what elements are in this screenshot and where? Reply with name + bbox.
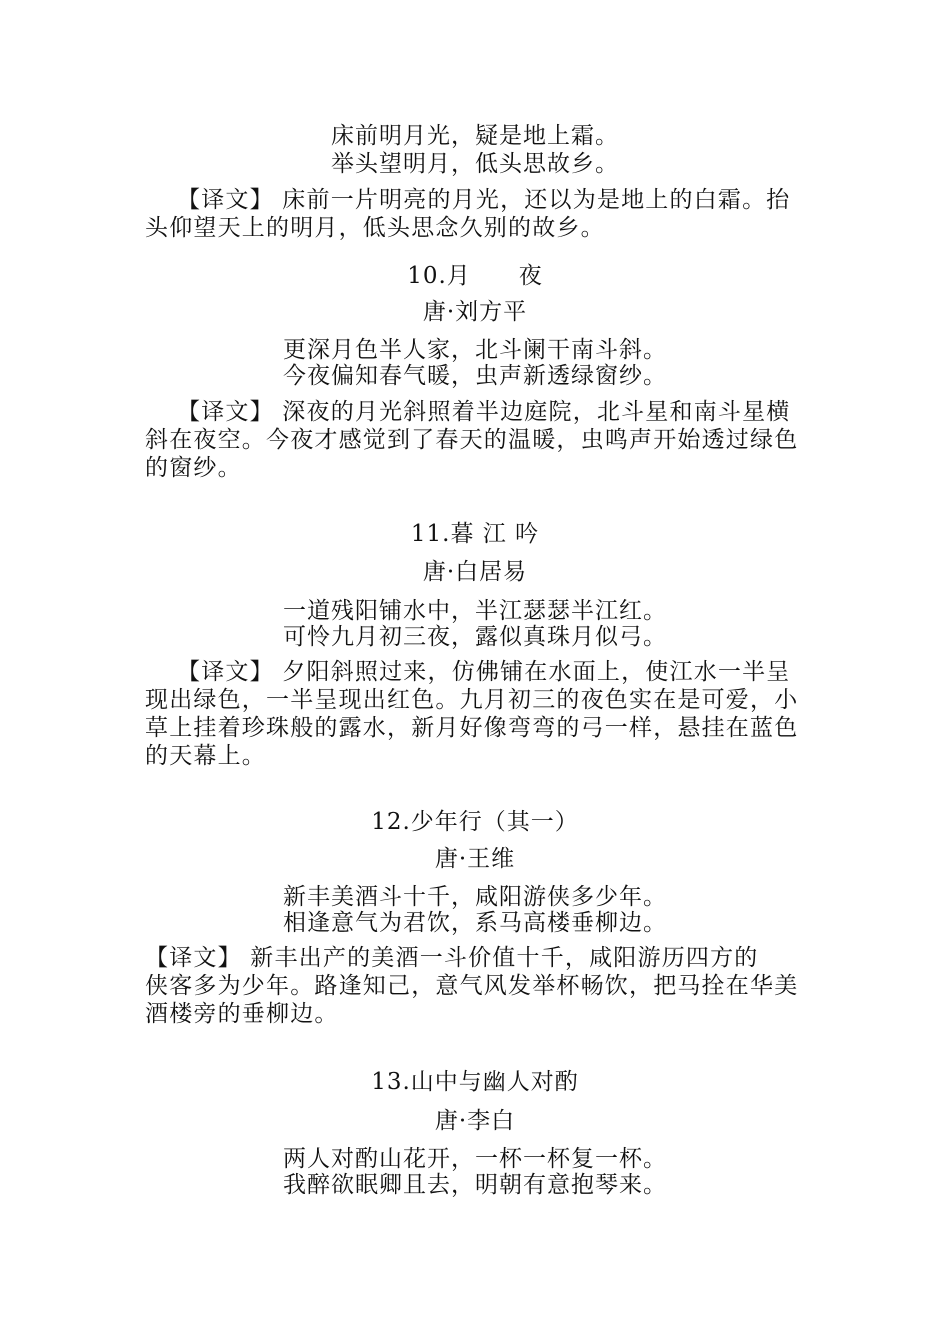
poem-line: 一道残阳铺水中，半江瑟瑟半江红。 — [283, 598, 667, 624]
poem-line: 举头望明月，低头思故乡。 — [331, 151, 619, 177]
poem-title: 11.暮 江 吟 — [410, 521, 540, 547]
translation-first-line: 【译文】 新丰出产的美酒一斗价值十千，咸阳游历四方的 — [145, 945, 759, 971]
translation-rest: 侠客多为少年。路逢知己，意气风发举杯畅饮，把马拴在华美酒楼旁的垂柳边。 — [145, 973, 799, 1027]
poem-line: 可怜九月初三夜，露似真珠月似弓。 — [283, 624, 667, 650]
poem-author: 唐·刘方平 — [422, 299, 528, 325]
poem-author: 唐·李白 — [434, 1108, 516, 1134]
poem-author: 唐·白居易 — [422, 559, 528, 585]
poem-line: 我醉欲眠卿且去，明朝有意抱琴来。 — [283, 1172, 667, 1198]
poem-line: 新丰美酒斗十千，咸阳游侠多少年。 — [283, 884, 667, 910]
translation-paragraph: 【译文】 夕阳斜照过来，仿佛铺在水面上，使江水一半呈现出绿色，一半呈现出红色。九月初三的夜色实在是可爱，小草上挂着珍珠般的露水，新月好像弯弯的弓一样，悬挂在蓝色的天幕上。 — [145, 659, 799, 769]
poem-title: 12.少年行（其一） — [371, 809, 579, 835]
translation-paragraph — [145, 944, 810, 1028]
poem-line: 相逢意气为君饮，系马高楼垂柳边。 — [283, 910, 667, 936]
poem-line: 今夜偏知春气暖，虫声新透绿窗纱。 — [283, 363, 667, 389]
poem-line: 两人对酌山花开，一杯一杯复一杯。 — [283, 1146, 667, 1172]
poem-title: 13.山中与幽人对酌 — [371, 1069, 579, 1095]
poem-title: 10.月 夜 — [407, 263, 543, 289]
poem-author: 唐·王维 — [434, 846, 516, 872]
poem-line: 床前明月光，疑是地上霜。 — [331, 123, 619, 149]
translation-paragraph: 【译文】 床前一片明亮的月光，还以为是地上的白霜。抬头仰望天上的明月，低头思念久别的故乡。 — [145, 187, 791, 241]
poem-line: 更深月色半人家，北斗阑干南斗斜。 — [283, 337, 667, 363]
translation-paragraph: 【译文】 深夜的月光斜照着半边庭院，北斗星和南斗星横斜在夜空。今夜才感觉到了春天的温暖，虫鸣声开始透过绿色的窗纱。 — [145, 399, 799, 481]
